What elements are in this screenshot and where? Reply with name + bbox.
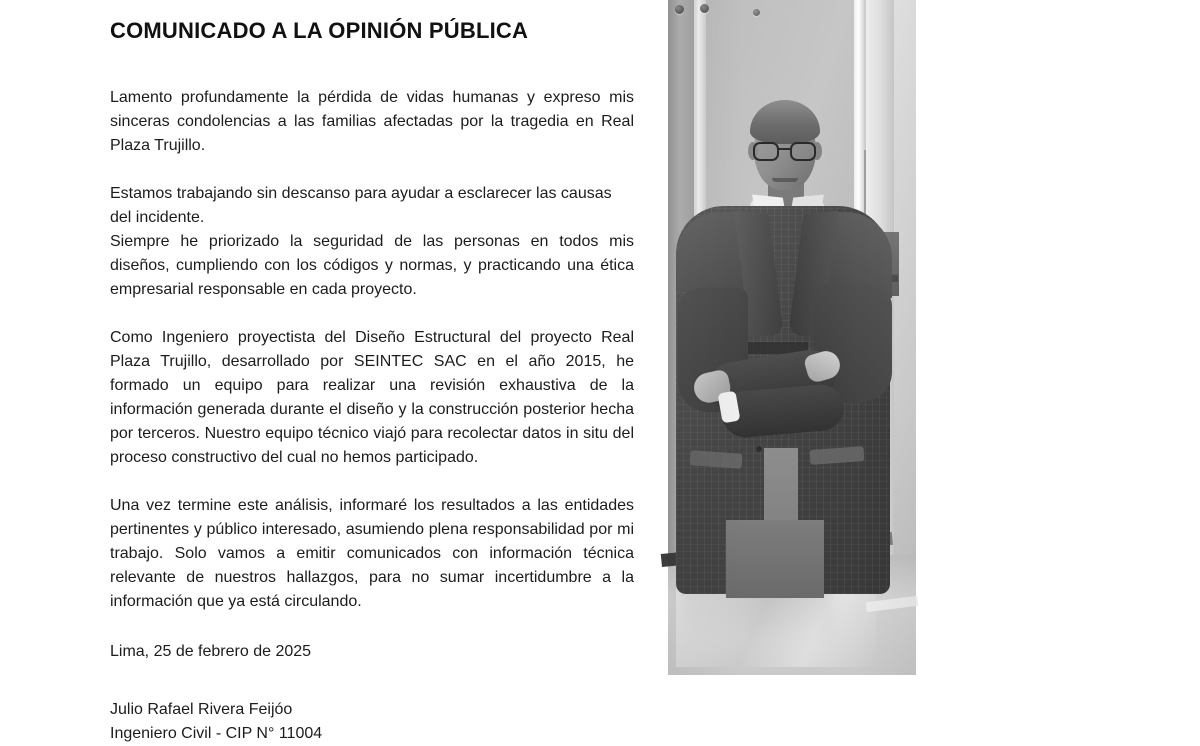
statement-paragraph-2: Estamos trabajando sin descanso para ayudar a esclarecer las causas del incidente. [110,184,612,226]
place-and-date: Lima, 25 de febrero de 2025 [110,642,312,660]
public-statement-document [110,0,634,742]
subject-jacket-button [756,446,762,452]
portrait-photo [668,0,916,675]
eyeglass-lens-left [753,142,779,161]
photo-subject [668,0,916,675]
signer-credential: Ingeniero Civil - CIP N° 11004 [110,724,323,742]
eyeglass-lens-right [790,142,816,161]
subject-hair [750,100,820,144]
eyeglasses-icon [752,142,818,162]
subject-trousers [726,520,824,598]
statement-paragraph-3: Siempre he priorizado la seguridad de las personas en todos mis diseños, cumpliendo con los códigos y normas, y practicando una ética empresarial responsable en cada proyecto. [110,232,634,298]
statement-paragraph-1: Lamento profundamente la pérdida de vidas humanas y expreso mis sinceras condolencias a las familias afectadas por la tragedia en Real Plaza Trujillo. [110,88,634,154]
subject-mouth [772,178,798,182]
statement-paragraph-4: Como Ingeniero proyectista del Diseño Estructural del proyecto Real Plaza Trujillo, desarrollado por SEINTEC SAC en el año 2015, he formado un equipo para realizar una revisión exhaustiva de la información generada durante el diseño y la construcción posterior hecha por terceros. Nuestro equipo técnico viajó para recolectar datos in situ del proceso constructivo del cual no hemos participado. [110,328,634,466]
statement-paragraph-group-2 [110,182,634,302]
eyeglass-bridge [779,148,790,150]
statement-paragraph-5: Una vez termine este análisis, informaré los resultados a las entidades pertinentes y público interesado, asumiendo plena responsabilidad por mi trabajo. Solo vamos a emitir comunicados con información técnica relevante de nuestros hallazgos, para no sumar incertidumbre a la información que ya está circulando. [110,496,634,610]
signature-block [110,698,634,746]
signer-name: Julio Rafael Rivera Feijóo [110,700,293,718]
page-title: COMUNICADO A LA OPINIÓN PÚBLICA [110,18,529,43]
